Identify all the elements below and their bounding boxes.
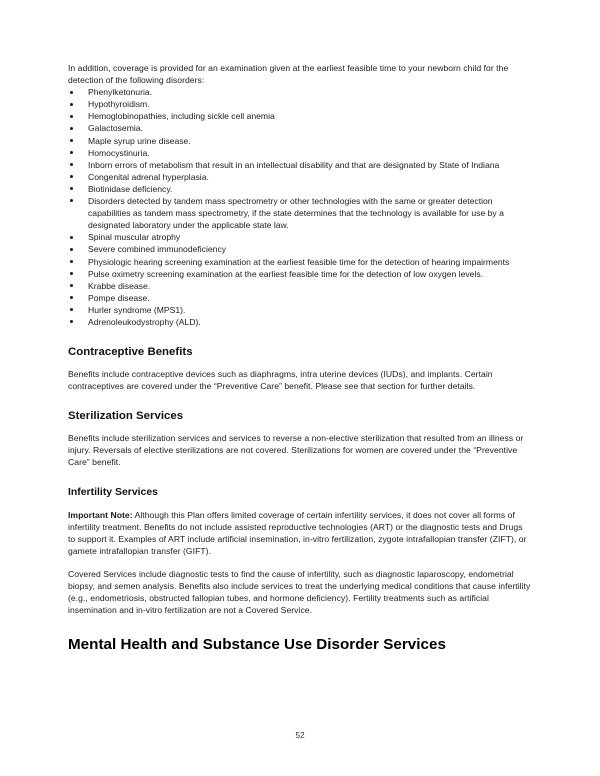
list-item-label: Homocystinuria. xyxy=(88,147,150,158)
bullet-icon xyxy=(70,308,73,311)
list-item xyxy=(68,147,532,159)
list-item-label: Inborn errors of metabolism that result in an intellectual disability and that are designated by State of Indiana xyxy=(88,159,500,170)
list-item xyxy=(68,231,532,243)
list-item xyxy=(68,171,532,183)
intro-paragraph: In addition, coverage is provided for an examination given at the earliest feasible time to your newborn child for the detection of the following disorders: xyxy=(68,63,509,86)
list-item-label: Hurler syndrome (MPS1). xyxy=(88,304,186,315)
important-note-label: Important Note: xyxy=(68,509,133,520)
bullet-icon xyxy=(70,91,73,94)
list-item-label: Pompe disease. xyxy=(88,292,150,303)
spacer xyxy=(68,557,532,568)
list-item xyxy=(68,292,532,304)
list-item xyxy=(68,304,532,316)
spacer xyxy=(68,469,532,486)
list-item-label: Adrenoleukodystrophy (ALD). xyxy=(88,316,201,327)
page-number: 52 xyxy=(295,730,305,740)
bullet-icon xyxy=(70,103,73,106)
bullet-icon xyxy=(70,236,73,239)
paragraph-contraceptive-benefits: Benefits include contraceptive devices such as diaphragms, intra uterine devices (IUDs), and implants. Certain contraceptives are covered under the “Preventive Care” benefit. Please see that section for further details. xyxy=(68,369,493,392)
bullet-icon xyxy=(70,248,73,251)
list-item-label: Physiologic hearing screening examination at the earliest feasible time for the detection of hearing impairments xyxy=(88,256,510,267)
list-item-label: Phenylketonuria. xyxy=(88,87,153,98)
paragraph-sterilization-services: Benefits include sterilization services and services to reverse a non-elective sterilization that resulted from an illness or injury. Reversals of elective sterilizations are not covered. Sterilizations for women are covered under the “Preventive Care” benefit. xyxy=(68,433,524,468)
newborn-disorder-list xyxy=(68,86,532,328)
bullet-icon xyxy=(70,320,73,323)
list-item-label: Pulse oximetry screening examination at the earliest feasible time for the detection of low oxygen levels. xyxy=(88,268,484,279)
list-item-label: Galactosemia. xyxy=(88,123,143,134)
bullet-icon xyxy=(70,260,73,263)
bullet-icon xyxy=(70,296,73,299)
spacer xyxy=(68,423,532,432)
spacer xyxy=(68,616,532,635)
heading-mental-health-substance-use: Mental Health and Substance Use Disorder Services xyxy=(68,636,446,654)
list-item-label: Hypothyroidism. xyxy=(88,99,150,110)
bullet-icon xyxy=(70,139,73,142)
bullet-icon xyxy=(70,272,73,275)
spacer xyxy=(68,359,532,368)
list-item-label: Congenital adrenal hyperplasia. xyxy=(88,171,209,182)
list-item xyxy=(68,183,532,195)
paragraph-infertility-covered-services: Covered Services include diagnostic tests to find the cause of infertility, such as diagnostic laparoscopy, endometrial biopsy, and semen analysis. Benefits also include services to treat the underlying medical conditions that cause infertility (e.g., endometriosis, obstructed fallopian tubes, and hormone deficiency). Fertility treatments such as artificial insemination and in-vitro fertilization are not a Covered Service. xyxy=(68,568,531,616)
list-item xyxy=(68,86,532,98)
spacer xyxy=(68,500,532,509)
list-item xyxy=(68,135,532,147)
bullet-icon xyxy=(70,187,73,190)
list-item-label: Biotinidase deficiency. xyxy=(88,183,173,194)
list-item-label: Severe combined immunodeficiency xyxy=(88,244,227,255)
heading-contraceptive-benefits: Contraceptive Benefits xyxy=(68,346,193,359)
bullet-icon xyxy=(70,284,73,287)
bullet-icon xyxy=(70,163,73,166)
page-content xyxy=(68,62,532,654)
spacer xyxy=(68,328,532,345)
bullet-icon xyxy=(70,115,73,118)
paragraph-infertility-note xyxy=(68,509,532,557)
bullet-icon xyxy=(70,199,73,202)
heading-sterilization-services: Sterilization Services xyxy=(68,410,184,423)
list-item-label: Krabbe disease. xyxy=(88,280,151,291)
list-item xyxy=(68,243,532,255)
bullet-icon xyxy=(70,151,73,154)
list-item-label: Spinal muscular atrophy xyxy=(88,232,181,243)
list-item-label: Disorders detected by tandem mass spectrometry or other technologies with the same or greater detection capabilities as tandem mass spectrometry, if the state determines that the technology is available for use by a designated laboratory under the applicable state law. xyxy=(88,196,504,231)
bullet-icon xyxy=(70,127,73,130)
bullet-icon xyxy=(70,175,73,178)
important-note-body: Although this Plan offers limited coverage of certain infertility services, it does not cover all forms of infertility treatment. Benefits do not include assisted reproductive technologies (ART) or the diagnostic tests and Drugs to support it. Examples of ART include artificial insemination, in-vitro fertilization, zygote intrafallopian transfer (ZIFT), or gamete intrafallopian transfer (GIFT). xyxy=(68,509,527,556)
list-item-label: Maple syrup urine disease. xyxy=(88,135,191,146)
list-item-label: Hemoglobinopathies, including sickle cell anemia xyxy=(88,111,275,122)
list-item xyxy=(68,110,532,122)
list-item xyxy=(68,122,532,134)
spacer xyxy=(68,392,532,409)
list-item xyxy=(68,195,532,231)
list-item xyxy=(68,98,532,110)
heading-infertility-services: Infertility Services xyxy=(68,486,158,498)
list-item xyxy=(68,159,532,171)
list-item xyxy=(68,268,532,280)
list-item xyxy=(68,316,532,328)
list-item xyxy=(68,256,532,268)
list-item xyxy=(68,280,532,292)
